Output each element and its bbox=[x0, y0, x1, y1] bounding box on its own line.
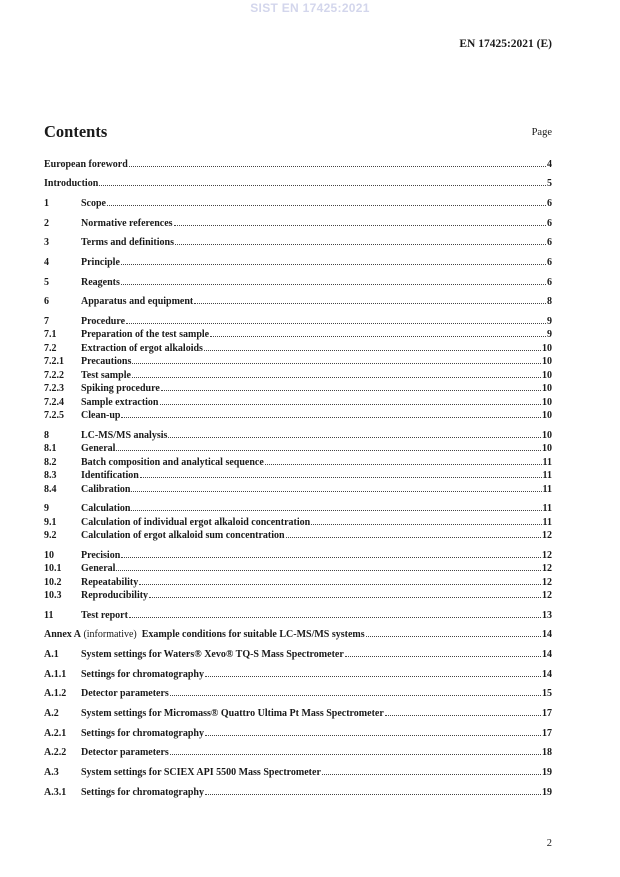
toc-entry[interactable] bbox=[44, 589, 552, 602]
toc-label: LC-MS/MS analysis bbox=[81, 430, 168, 441]
toc-number: 7.2.4 bbox=[44, 397, 64, 408]
toc-page: 12 bbox=[542, 530, 552, 541]
toc-number: 8.1 bbox=[44, 443, 57, 454]
toc-page: 14 bbox=[542, 629, 552, 640]
toc-label: Principle bbox=[81, 257, 120, 268]
toc-page: 6 bbox=[547, 257, 552, 268]
toc-number: 9 bbox=[44, 503, 49, 514]
toc-number: 3 bbox=[44, 237, 49, 248]
toc-entry[interactable] bbox=[44, 648, 552, 661]
toc-label: Batch composition and analytical sequence bbox=[81, 457, 264, 468]
toc-entry[interactable] bbox=[44, 746, 552, 759]
toc-page: 6 bbox=[547, 198, 552, 209]
toc-page: 12 bbox=[542, 577, 552, 588]
toc-entry[interactable] bbox=[44, 217, 552, 230]
toc-entry[interactable] bbox=[44, 529, 552, 542]
toc-page: 10 bbox=[542, 430, 552, 441]
toc-number: 1 bbox=[44, 198, 49, 209]
toc-entry[interactable] bbox=[44, 707, 552, 720]
toc-label: Terms and definitions bbox=[81, 237, 174, 248]
toc-label: Extraction of ergot alkaloids bbox=[81, 343, 203, 354]
toc-page: 6 bbox=[547, 277, 552, 288]
watermark: SIST EN 17425:2021 bbox=[250, 1, 370, 15]
toc-page: 14 bbox=[542, 649, 552, 660]
toc-page: 11 bbox=[542, 503, 552, 514]
toc-number: A.2.1 bbox=[44, 728, 67, 739]
toc-label: European foreword bbox=[44, 159, 128, 170]
document-id: EN 17425:2021 (E) bbox=[459, 38, 552, 50]
toc-number: 7.2.2 bbox=[44, 370, 64, 381]
toc-number: 10 bbox=[44, 550, 54, 561]
toc-page: 10 bbox=[542, 397, 552, 408]
toc-page: 10 bbox=[542, 410, 552, 421]
toc-page: 10 bbox=[542, 443, 552, 454]
toc-label: Settings for chromatography bbox=[81, 728, 204, 739]
toc-number: 7.2.1 bbox=[44, 356, 64, 367]
toc-page: 19 bbox=[542, 787, 552, 798]
toc-page: 13 bbox=[542, 610, 552, 621]
toc-entry[interactable] bbox=[44, 576, 552, 589]
toc-label: Test report bbox=[81, 610, 128, 621]
toc-number: A.3.1 bbox=[44, 787, 67, 798]
toc-page: 6 bbox=[547, 237, 552, 248]
toc-number: 7.1 bbox=[44, 329, 57, 340]
toc-entry[interactable] bbox=[44, 295, 552, 308]
toc-page: 5 bbox=[547, 178, 552, 189]
toc-entry[interactable] bbox=[44, 355, 552, 368]
toc-number: 4 bbox=[44, 257, 49, 268]
toc-label: Repeatability bbox=[81, 577, 139, 588]
toc-number: 5 bbox=[44, 277, 49, 288]
toc-entry[interactable] bbox=[44, 369, 552, 382]
toc-label: Detector parameters bbox=[81, 747, 169, 758]
toc-label: Calculation bbox=[81, 503, 131, 514]
toc-number: 2 bbox=[44, 218, 49, 229]
toc-number: 8.2 bbox=[44, 457, 57, 468]
toc-number: 7.2.5 bbox=[44, 410, 64, 421]
toc-page: 11 bbox=[542, 457, 552, 468]
toc-number: A.1.2 bbox=[44, 688, 67, 699]
toc-entry[interactable] bbox=[44, 483, 552, 496]
toc-page: 17 bbox=[542, 728, 552, 739]
toc-entry[interactable] bbox=[44, 687, 552, 700]
toc-page: 9 bbox=[547, 329, 552, 340]
toc-entry[interactable] bbox=[44, 236, 552, 249]
toc-label: Procedure bbox=[81, 316, 126, 327]
toc-number: 7.2.3 bbox=[44, 383, 64, 394]
toc-label: Test sample bbox=[81, 370, 131, 381]
toc-entry[interactable] bbox=[44, 442, 552, 455]
toc-label: System settings for Waters® Xevo® TQ-S Mass Spectrometer bbox=[81, 649, 344, 660]
toc-label: Example conditions for suitable LC-MS/MS systems bbox=[141, 629, 365, 640]
toc-label: Identification bbox=[81, 470, 139, 481]
toc-label: Apparatus and equipment bbox=[81, 296, 194, 307]
toc-number: 11 bbox=[44, 610, 54, 621]
toc-entry[interactable] bbox=[44, 469, 552, 482]
contents-heading bbox=[44, 122, 552, 142]
toc-label: Spiking procedure bbox=[81, 383, 160, 394]
toc-entry[interactable] bbox=[44, 197, 552, 210]
toc-label: Precision bbox=[81, 550, 121, 561]
toc-entry[interactable] bbox=[44, 456, 552, 469]
toc-number: 7 bbox=[44, 316, 49, 327]
toc-entry[interactable] bbox=[44, 786, 552, 799]
toc-label: Preparation of the test sample bbox=[81, 329, 210, 340]
toc-entry[interactable] bbox=[44, 766, 552, 779]
toc-number: 6 bbox=[44, 296, 49, 307]
toc-page: 4 bbox=[547, 159, 552, 170]
toc-page: 10 bbox=[542, 343, 552, 354]
toc-page: 8 bbox=[547, 296, 552, 307]
toc-number: 9.1 bbox=[44, 517, 57, 528]
toc-label: System settings for SCIEX API 5500 Mass Spectrometer bbox=[81, 767, 321, 778]
toc-page: 9 bbox=[547, 316, 552, 327]
toc-entry[interactable] bbox=[44, 342, 552, 355]
toc-label: Calculation of ergot alkaloid sum concentration bbox=[81, 530, 285, 541]
toc-number: 9.2 bbox=[44, 530, 57, 541]
toc-entry[interactable] bbox=[44, 315, 552, 328]
toc-page: 18 bbox=[542, 747, 552, 758]
toc-label: Introduction bbox=[44, 178, 99, 189]
toc-page: 10 bbox=[542, 383, 552, 394]
toc-label: Clean-up bbox=[81, 410, 121, 421]
toc-entry[interactable] bbox=[44, 158, 552, 171]
toc-number: 7.2 bbox=[44, 343, 57, 354]
toc-number: 10.1 bbox=[44, 563, 62, 574]
toc-label: Reproducibility bbox=[81, 590, 149, 601]
toc-page: 14 bbox=[542, 669, 552, 680]
toc-entry[interactable] bbox=[44, 328, 552, 341]
toc-number: A.2 bbox=[44, 708, 59, 719]
toc-label: General bbox=[81, 443, 116, 454]
toc-entry[interactable] bbox=[44, 396, 552, 409]
toc-label: Settings for chromatography bbox=[81, 669, 204, 680]
toc-page: 12 bbox=[542, 590, 552, 601]
toc-entry[interactable] bbox=[44, 177, 552, 190]
toc-entry[interactable] bbox=[44, 382, 552, 395]
page-column-label: Page bbox=[531, 127, 552, 138]
toc-number: 8 bbox=[44, 430, 49, 441]
toc-page: 12 bbox=[542, 563, 552, 574]
toc-label: System settings for Micromass® Quattro Ultima Pt Mass Spectrometer bbox=[81, 708, 384, 719]
toc-page: 6 bbox=[547, 218, 552, 229]
toc-number: 8.3 bbox=[44, 470, 57, 481]
toc-label: General bbox=[81, 563, 116, 574]
toc-page: 19 bbox=[542, 767, 552, 778]
toc-page: 11 bbox=[542, 484, 552, 495]
contents-title: Contents bbox=[44, 122, 108, 141]
toc-label: Precautions bbox=[81, 356, 132, 367]
toc-label: Calibration bbox=[81, 484, 131, 495]
toc-entry[interactable] bbox=[44, 609, 552, 622]
toc-entry[interactable] bbox=[44, 256, 552, 269]
toc-label: Normative references bbox=[81, 218, 173, 229]
toc-annex-type: (informative) bbox=[80, 629, 142, 640]
page-number: 2 bbox=[546, 838, 552, 849]
toc-page: 11 bbox=[542, 517, 552, 528]
toc-entry[interactable] bbox=[44, 409, 552, 422]
toc-entry[interactable] bbox=[44, 429, 552, 442]
toc-page: 15 bbox=[542, 688, 552, 699]
toc-label: Reagents bbox=[81, 277, 120, 288]
toc-entry[interactable] bbox=[44, 668, 552, 681]
toc-annex-id: Annex A bbox=[44, 629, 81, 640]
toc-entry[interactable] bbox=[44, 502, 552, 515]
toc-label: Detector parameters bbox=[81, 688, 169, 699]
toc-label: Calculation of individual ergot alkaloid concentration bbox=[81, 517, 311, 528]
toc-entry[interactable] bbox=[44, 549, 552, 562]
toc-number: 10.2 bbox=[44, 577, 62, 588]
toc-page: 12 bbox=[542, 550, 552, 561]
toc-label: Scope bbox=[81, 198, 106, 209]
toc-entry-annex[interactable] bbox=[44, 628, 552, 641]
toc-page: 11 bbox=[542, 470, 552, 481]
toc-number: A.1.1 bbox=[44, 669, 67, 680]
toc-entry[interactable] bbox=[44, 727, 552, 740]
toc-label: Settings for chromatography bbox=[81, 787, 204, 798]
toc-page: 17 bbox=[542, 708, 552, 719]
toc-number: 10.3 bbox=[44, 590, 62, 601]
toc-number: 8.4 bbox=[44, 484, 57, 495]
toc-label: Sample extraction bbox=[81, 397, 159, 408]
toc-entry[interactable] bbox=[44, 516, 552, 529]
toc-page: 10 bbox=[542, 356, 552, 367]
toc-number: A.2.2 bbox=[44, 747, 67, 758]
toc-page: 10 bbox=[542, 370, 552, 381]
toc-entry[interactable] bbox=[44, 276, 552, 289]
toc-entry[interactable] bbox=[44, 562, 552, 575]
toc-number: A.1 bbox=[44, 649, 59, 660]
toc-number: A.3 bbox=[44, 767, 59, 778]
